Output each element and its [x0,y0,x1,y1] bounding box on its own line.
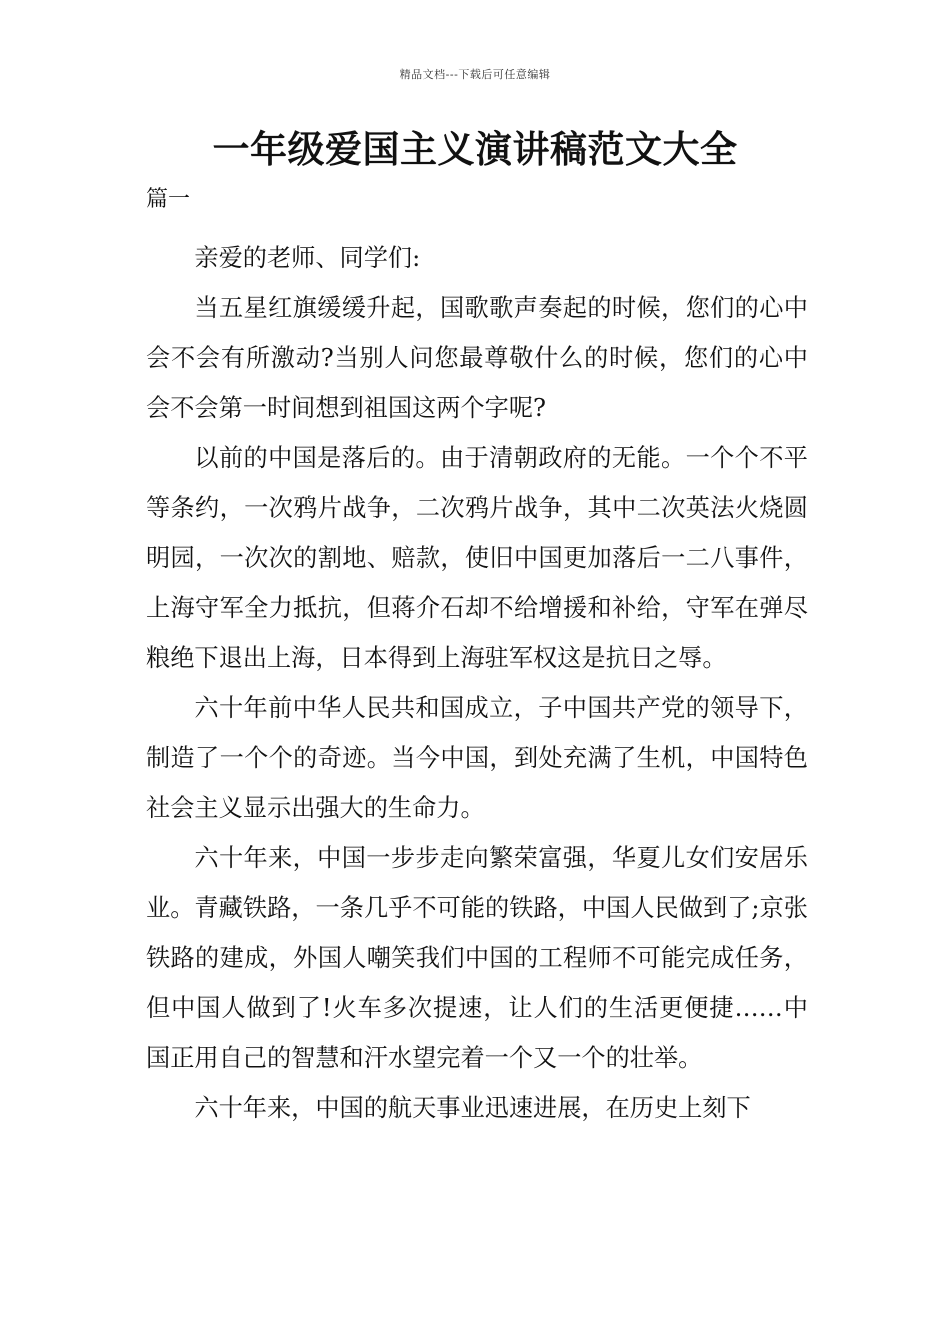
paragraph-greeting: 亲爱的老师、同学们: [194,244,421,272]
paragraph: 六十年来，中国一步步走向繁荣富强，华夏儿女们安居乐业。青藏铁路，一条几乎不可能的铁路，中国人民做到了;京张铁路的建成，外国人嘲笑我们中国的工程师不可能完成任务，但中国人做到了!火车多次提速，让人们的生活更便捷……中国正用自己的智慧和汗水望完着一个又一个的壮举。 [146,844,808,1072]
paragraph: 六十年来，中国的航天事业迅速进展，在历史上刻下 [194,1094,751,1122]
document-title: 一年级爱国主义演讲稿范文大全 [212,128,738,171]
section-label: 篇一 [146,187,191,212]
paragraph: 六十年前中华人民共和国成立，子中国共产党的领导下，制造了一个个的奇迹。当今中国，到处充满了生机，中国特色社会主义显示出强大的生命力。 [146,694,808,822]
paragraph: 当五星红旗缓缓升起，国歌歌声奏起的时候，您们的心中会不会有所激动?当别人问您最尊敬什么的时候，您们的心中会不会第一时间想到祖国这两个字呢? [146,294,808,422]
paragraph: 以前的中国是落后的。由于清朝政府的无能。一个个不平等条约，一次鸦片战争，二次鸦片战争，其中二次英法火烧圆明园，一次次的割地、赔款，使旧中国更加落后一二八事件，上海守军全力抵抗，但蒋介石却不给增援和补给，守军在弹尽粮绝下退出上海，日本得到上海驻军权这是抗日之辱。 [146,444,808,672]
body-text [146,233,808,1133]
header-note: 精品文档---下载后可任意编辑 [399,68,551,81]
